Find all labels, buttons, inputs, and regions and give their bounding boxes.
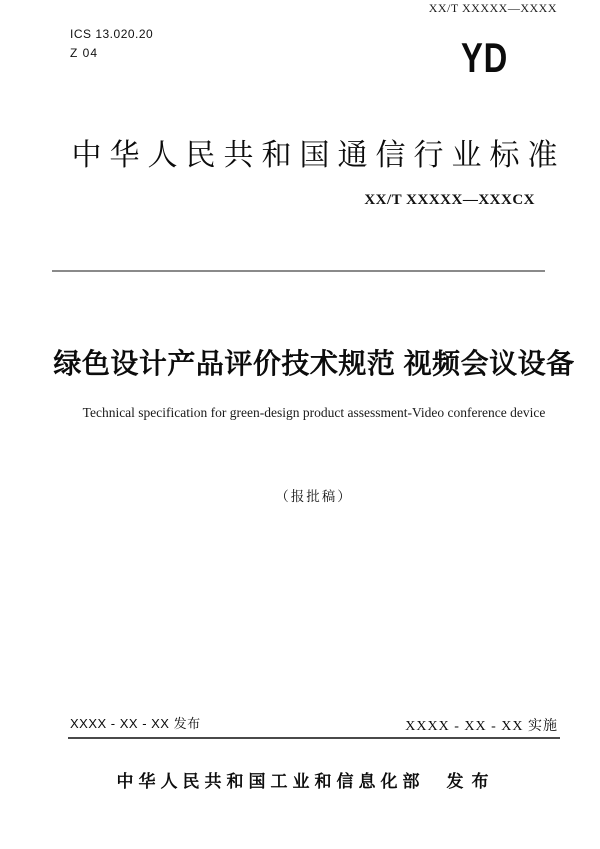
draft-status-note: （报批稿） xyxy=(275,489,353,504)
release-date: XXXX - XX - XX 发布 xyxy=(70,716,201,731)
ics-code: ICS 13.020.20 xyxy=(70,27,154,41)
classification-code: Z 04 xyxy=(70,46,99,60)
document-title-cn: 绿色设计产品评价技术规范 视频会议设备 xyxy=(53,348,575,379)
footer-divider-rule xyxy=(68,737,560,739)
implement-date: XXXX - XX - XX 实施 xyxy=(405,719,558,734)
issuer-name: 中华人民共和国工业和信息化部 xyxy=(116,772,425,791)
document-title-en: Technical specification for green-design product assessment-Video conference device xyxy=(82,405,546,420)
issuer-row xyxy=(13,773,600,790)
header-divider-rule xyxy=(52,270,545,272)
doc-code-sub: XX/T XXXXX—XXXCX xyxy=(364,192,535,208)
standard-name-heading: 中华人民共和国通信行业标准 xyxy=(71,139,566,172)
yd-logo: YD xyxy=(461,34,509,81)
issue-label: 发布 xyxy=(446,772,497,791)
doc-code-top: XX/T XXXXX—XXXX xyxy=(428,1,557,15)
